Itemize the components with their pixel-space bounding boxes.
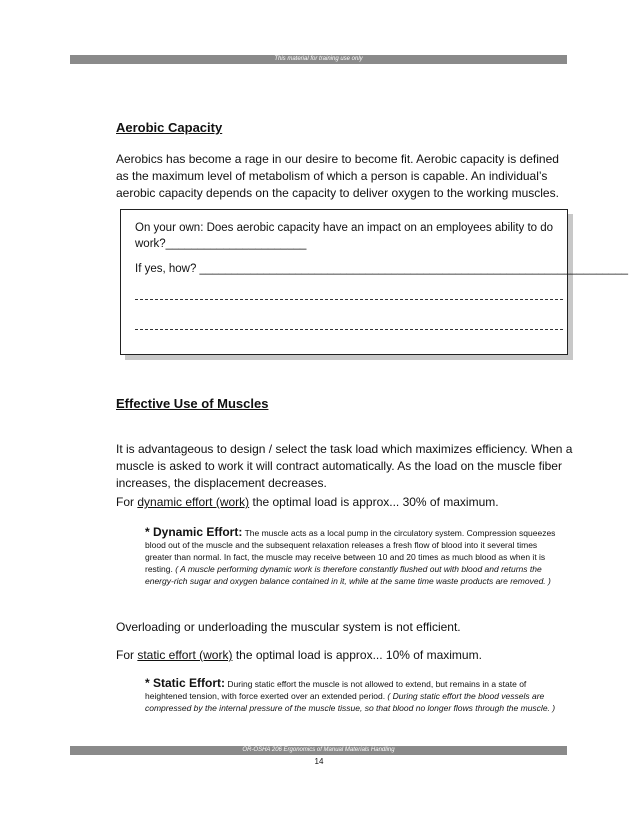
- static-effort-summary: [116, 647, 576, 664]
- effective-use-of-muscles-heading: Effective Use of Muscles: [116, 396, 269, 411]
- muscles-line-3: increases, the displacement decreases.: [116, 476, 327, 490]
- dynamic-prefix: For: [116, 495, 138, 509]
- aerobic-line-2: as the maximum level of metabolism of which a person is capable. An individual’s: [116, 169, 548, 183]
- static-prefix: For: [116, 648, 138, 662]
- dynamic-suffix: the optimal load is approx... 30% of maximum.: [249, 495, 499, 509]
- dynamic-effort-note: [145, 526, 565, 587]
- answer-line-2: [135, 329, 563, 330]
- aerobic-capacity-heading: Aerobic Capacity: [116, 120, 223, 135]
- if-yes-how-prompt: If yes, how? ___________________________________________________________________: [135, 263, 629, 275]
- on-your-own-question: On your own: Does aerobic capacity have an impact on an employees ability to do work?______________________: [135, 222, 554, 250]
- dynamic-effort-term: dynamic effort (work): [137, 495, 250, 509]
- static-effort-term: static effort (work): [137, 648, 233, 662]
- dynamic-effort-lead: * Dynamic Effort:: [145, 525, 243, 539]
- static-effort-text: During static effort the muscle is not allowed to extend, but remains in a state of heightened tension, with force exerted over an extended period.: [145, 679, 527, 701]
- static-effort-italic: ( During static effort the blood vessels are compressed by the internal pressure of the muscle tissue, so that blood no longer flows through the muscle. ): [145, 691, 556, 713]
- answer-line-1: [135, 299, 563, 300]
- footer-band: [70, 746, 567, 755]
- dynamic-effort-italic: ( A muscle performing dynamic work is therefore constantly flushed out with blood and returns the energy-rich sugar and oxygen balance contained in it, while at the same time waste products are removed. ): [145, 564, 551, 586]
- overload-sentence: Overloading or underloading the muscular system is not efficient.: [116, 620, 461, 634]
- static-suffix: the optimal load is approx... 10% of maximum.: [232, 648, 482, 662]
- static-effort-note: [145, 677, 565, 714]
- muscles-line-1: It is advantageous to design / select the task load which maximizes efficiency. When a: [116, 442, 573, 456]
- muscles-paragraph: [116, 441, 576, 492]
- dynamic-effort-summary: [116, 494, 576, 511]
- muscles-line-2: muscle is asked to work it will contract automatically. As the load on the muscle fiber: [116, 459, 562, 473]
- static-effort-lead: * Static Effort:: [145, 676, 226, 690]
- page-number: 14: [314, 757, 324, 766]
- aerobic-line-3: aerobic capacity depends on the capacity to deliver oxygen to the working muscles.: [116, 186, 559, 200]
- footer-band-text: OR-OSHA 206 Ergonomics of Manual Materials Handling: [242, 747, 395, 753]
- aerobic-line-1: Aerobics has become a rage in our desire to become fit. Aerobic capacity is defined: [116, 152, 559, 166]
- dynamic-effort-text: The muscle acts as a local pump in the circulatory system. Compression squeezes blood out of the muscle and the subsequent relaxation releases a fresh flow of blood into it several times greater than normal. In fact, the muscle may receive between 10 and 20 times as much blood as when it is resting.: [145, 528, 556, 574]
- aerobic-capacity-paragraph: [116, 151, 576, 202]
- header-band-text: This material for training use only: [274, 56, 363, 62]
- header-band: [70, 55, 567, 64]
- on-your-own-box: [120, 209, 629, 355]
